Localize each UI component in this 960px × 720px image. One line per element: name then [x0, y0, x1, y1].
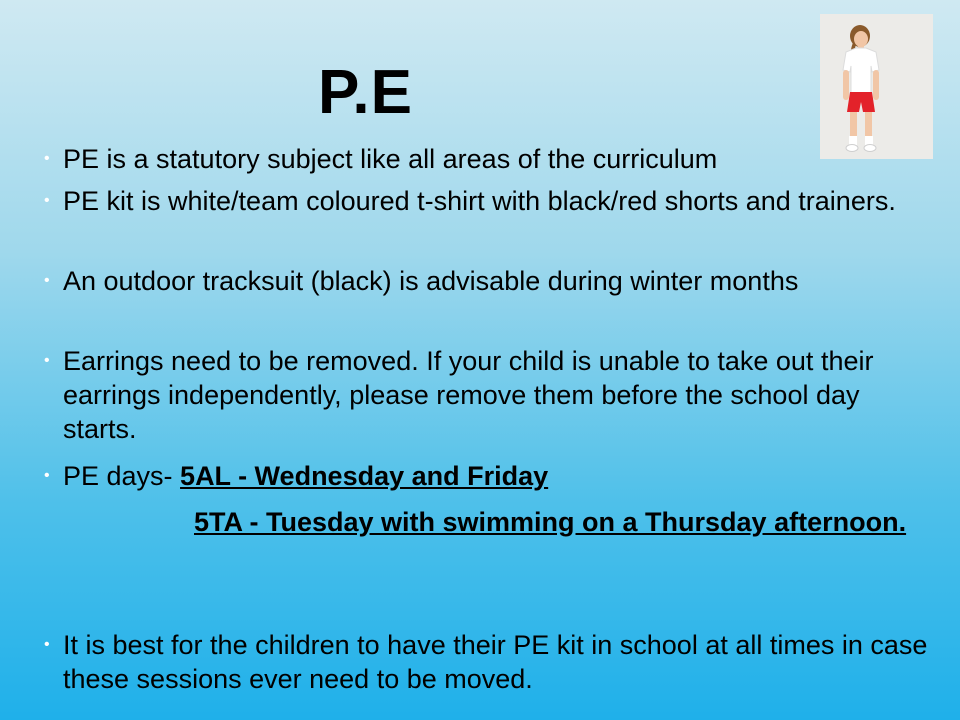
bullet-icon: •	[44, 636, 50, 653]
list-item	[44, 344, 934, 446]
bullet-text: Earrings need to be removed. If your child is unable to take out their earrings independently, please remove them before the school day starts.	[63, 346, 874, 444]
slide-title: P.E	[318, 58, 413, 127]
list-item	[44, 628, 934, 696]
bullet-text: It is best for the children to have their PE kit in school at all times in case these sessions ever need to be moved.	[63, 630, 928, 694]
list-item	[44, 142, 934, 176]
child-in-pe-kit-photo	[820, 14, 933, 159]
bullet-text: PE is a statutory subject like all areas of the curriculum	[63, 144, 718, 174]
bullet-icon: •	[44, 467, 50, 484]
class-5al-schedule: 5AL - Wednesday and Friday	[180, 461, 549, 491]
bullet-text: An outdoor tracksuit (black) is advisable during winter months	[63, 266, 799, 296]
pe-days-item	[44, 459, 934, 493]
bullet-icon: •	[44, 192, 50, 209]
bullet-icon: •	[44, 352, 50, 369]
list-item	[44, 264, 934, 298]
bullet-text: PE kit is white/team coloured t-shirt with black/red shorts and trainers.	[63, 186, 896, 216]
list-item	[44, 184, 934, 218]
bullet-icon: •	[44, 150, 50, 167]
pe-days-prefix: PE days-	[63, 461, 181, 491]
class-5ta-schedule-block	[92, 505, 912, 539]
bullet-icon: •	[44, 272, 50, 289]
class-5ta-schedule: 5TA - Tuesday with swimming on a Thursday afternoon.	[194, 507, 907, 537]
